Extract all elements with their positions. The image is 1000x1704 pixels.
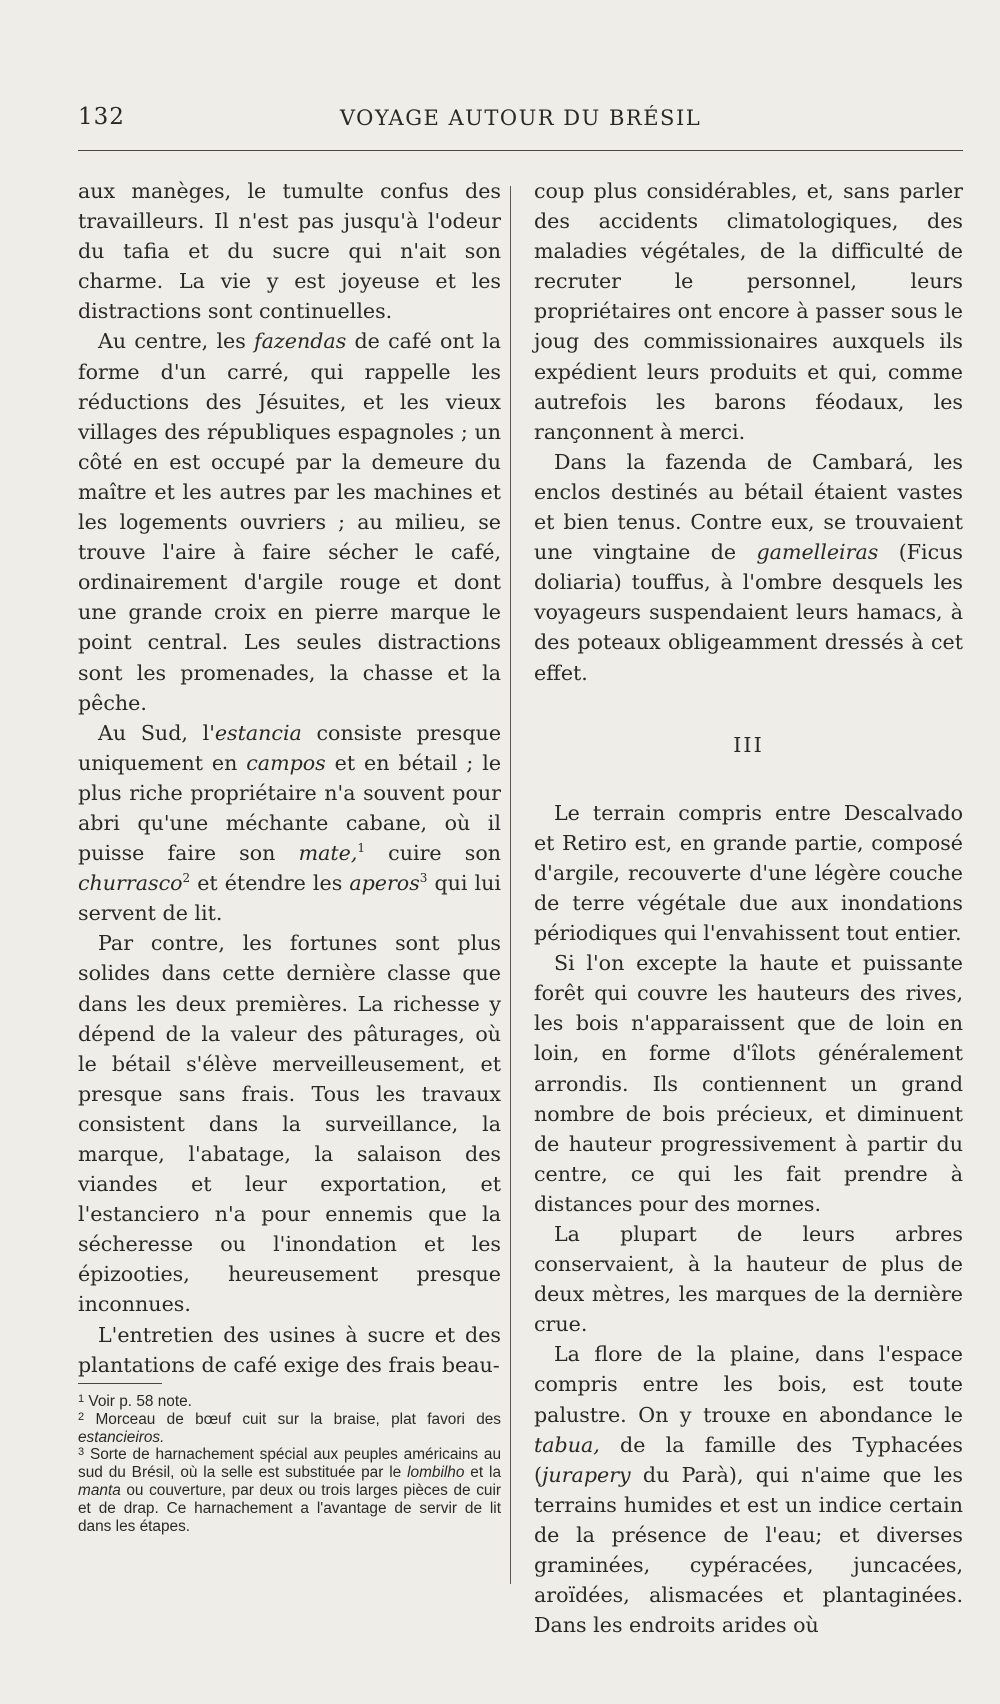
footnote-rule <box>78 1383 162 1384</box>
italic-term: fazendas <box>254 329 347 354</box>
footnote-ref: 1 <box>357 841 366 856</box>
paragraph <box>534 1339 963 1640</box>
footnote-mark: 3 <box>78 1446 85 1459</box>
italic-term: tabua, <box>534 1432 600 1457</box>
text-run: Au Sud, l' <box>98 720 215 745</box>
text-run: Morceau de bœuf cuit sur la braise, plat favori des <box>95 1410 502 1428</box>
italic-term: campos <box>246 750 326 775</box>
italic-term: jurapery <box>542 1462 631 1487</box>
text-run: La flore de la plaine, dans l'espace compris entre les bois, est toute palustre. On y trouxe en abondance le <box>534 1342 963 1427</box>
italic-term: gamelleiras <box>756 540 879 565</box>
running-title: VOYAGE AUTOUR DU BRÉSIL <box>339 106 702 130</box>
footnote <box>78 1393 501 1411</box>
italic-term: lombilho <box>407 1464 465 1482</box>
section-title: III <box>733 732 764 757</box>
text-run: Voir p. 58 note. <box>88 1393 192 1410</box>
text-run: et en bétail ; le plus riche propriétaire n'a souvent pour abri qu'une méchante cabane, où il puisse faire son <box>78 750 502 866</box>
page-header <box>78 104 963 138</box>
left-column <box>78 176 501 1380</box>
text-run: de café ont la forme d'un carré, qui rappelle les réductions des Jésuites, et les vieux villages des républiques espagnoles ; un côté en est occupé par la demeure du maître et les autres par les machines et les logements ouvriers ; au milieu, se trouve l'aire à faire sécher le café, ordinairement d'argile rouge et dont une grande croix en pierre marque le point central. Les seules distractions sont les promenades, la chasse et la pêche. <box>78 329 501 715</box>
text-run: et la <box>464 1464 501 1482</box>
text-run: de la famille des Typhacées ( <box>534 1432 963 1487</box>
paragraph: L'entretien des usines à sucre et des plantations de café exige des frais beau- <box>78 1322 501 1377</box>
paragraph: Le terrain compris entre Descalvado et Retiro est, en grande partie, composé d'argile, recouverte d'une légère couche de terre végétale due aux inondations périodiques qui l'envahissent tout entier. <box>534 800 963 946</box>
italic-term: aperos <box>349 871 420 896</box>
italic-term: manta <box>78 1481 121 1499</box>
footnote-ref: 3 <box>419 871 428 886</box>
footnote <box>78 1446 501 1535</box>
paragraph: coup plus considérables, et, sans parler des accidents climatologiques, des maladies végétales, de la difficulté de recruter le personnel, leurs propriétaires ont encore à passer sous le joug des commissionaires auxquels ils expédient leurs produits et qui, comme autrefois les barons féodaux, les rançonnent à merci. <box>534 179 963 444</box>
footnote-mark: 2 <box>78 1410 85 1423</box>
text-run: consiste presque uniquement en <box>78 720 502 775</box>
column-divider <box>510 186 511 1584</box>
text-run: cuire son <box>365 841 501 866</box>
text-run: (Ficus doliaria) touffus, à l'ombre desquels les voyageurs suspendaient leurs hamacs, à des poteaux obligeamment dressés à cet effet. <box>534 540 963 685</box>
paragraph <box>78 718 501 929</box>
text-run: et étendre les <box>190 871 350 896</box>
text-run: du Parà), qui n'aime que les terrains humides et est un indice certain de la présence de l'eau; et diverses graminées, cypéracées, juncacées, aroïdées, alismacées et plantaginées. Dans les endroits arides où <box>534 1462 963 1638</box>
paragraph: La plupart de leurs arbres conservaient, à la hauteur de plus de deux mètres, les marques de la dernière crue. <box>534 1222 963 1337</box>
paragraph: Si l'on excepte la haute et puissante forêt qui couvre les hauteurs des rives, les bois n'apparaissent que de loin en loin, en forme d'îlots généralement arrondis. Ils contiennent un grand nombre de bois précieux, et diminuent de hauteur progressivement à partir du centre, ce qui les fait prendre à distances pour des mornes. <box>534 951 963 1216</box>
text-run: Dans la fazenda de Cambará, les enclos destinés au bétail étaient vastes et bien tenus. Contre eux, se trouvaient une vingtaine de <box>534 449 963 565</box>
right-column <box>534 176 963 1640</box>
text-run: ou couverture, par deux ou trois larges pièces de cuir et de drap. Ce harnachement a l'avantage de servir de lit dans les étapes. <box>78 1481 501 1535</box>
footnote-mark: 1 <box>78 1393 85 1405</box>
page-number: 132 <box>78 104 125 130</box>
footnote-ref: 2 <box>182 871 191 886</box>
text-run: Au centre, les <box>98 329 255 354</box>
footnotes <box>78 1393 501 1535</box>
italic-term: mate, <box>298 841 358 866</box>
paragraph <box>534 447 963 688</box>
paragraph: Par contre, les fortunes sont plus solides dans cette dernière classe que dans les deux premières. La richesse y dépend de la valeur des pâturages, où le bétail s'élève merveilleusement, et presque sans frais. Tous les travaux consistent dans la surveillance, la marque, l'abatage, la salaison des viandes et leur exportation, et l'estanciero n'a pour ennemis que la sécheresse ou l'inondation et les épizooties, heureusement presque inconnues. <box>78 931 501 1317</box>
text-run: Sorte de harnachement spécial aux peuples américains au sud du Brésil, où la selle est substituée par le <box>78 1446 501 1482</box>
italic-term: churrasco <box>78 871 183 896</box>
paragraph <box>78 326 501 717</box>
paragraph: aux manèges, le tumulte confus des travailleurs. Il n'est pas jusqu'à l'odeur du tafia et du sucre qui n'ait son charme. La vie y est joyeuse et les distractions sont continuelles. <box>78 179 501 324</box>
footnote <box>78 1411 501 1447</box>
italic-term: estancieiros. <box>78 1428 165 1446</box>
header-rule <box>78 150 963 151</box>
italic-term: estancia <box>214 720 302 745</box>
text-run: qui lui servent de lit. <box>78 871 501 926</box>
